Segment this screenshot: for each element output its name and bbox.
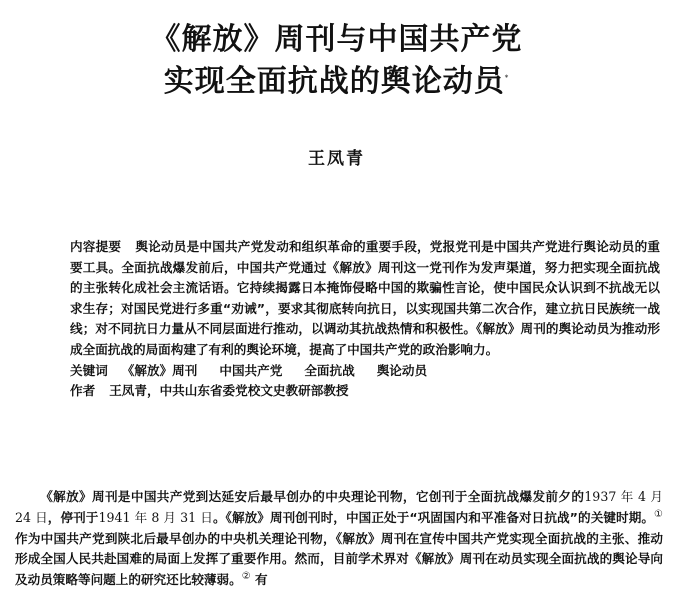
article-title-line-1: 《解放》周刊与中国共产党 (150, 22, 523, 57)
abstract-label: 内容提要 (70, 239, 122, 254)
body-text (15, 487, 663, 591)
keywords-line (70, 361, 660, 382)
body-sentence: 。《解放》周刊创刊时，中国正处于“巩固国内和平准备对日抗战”的关键时期。 (212, 509, 655, 525)
author-info-label: 作者 (70, 383, 96, 399)
article-title-line-2 (0, 56, 673, 100)
body-sentence: 《解放》周刊是中国共产党到达延安后最早创办的中央理论刊物，它创刊于全面抗战爆发前夕的 (40, 489, 585, 504)
body-date: 1941 年 8 月 31 日 (98, 509, 213, 525)
keyword: 全面抗战 (304, 362, 355, 378)
body-sentence: 作为中国共产党到陕北后最早创办的中央机关理论刊物，《解放》周刊在宣传中国共产党实现全面抗战的主张、推动形成全国人民共赴国难的局面上发挥了重要作用。然而，目前学术界对《解放》周刊在动员实现全面抗战的舆论导向及动员策略等问题上的研究还比较薄弱。 (15, 530, 663, 588)
body-sentence: ，停刊于 (47, 509, 99, 525)
body-sentence: 有 (255, 572, 268, 588)
keyword: 舆论动员 (376, 362, 428, 378)
abstract-text: 舆论动员是中国共产党发动和组织革命的重要手段，党报党刊是中国共产党进行舆论动员的重要工具。全面抗战爆发前后，中国共产党通过《解放》周刊这一党刊作为发声渠道，努力把实现全面抗战的主张转化成社会主流话语。它持续揭露日本掩饰侵略中国的欺骗性言论，使中国民众认识到不抗战无以求生存；对国民党进行多重“劝诫”，要求其彻底转向抗日，以实现国共第二次合作，建立抗日民族统一战线；对不同抗日力量从不同层面进行推动，以调动其抗战热情和积极性。《解放》周刊的舆论动员为推动形成全面抗战的局面构建了有利的舆论环境，提高了中国共产党的政治影响力。 (70, 239, 661, 357)
author-info-line (70, 381, 660, 402)
abstract-block (70, 237, 660, 402)
body-paragraph (15, 487, 663, 591)
article-author: 王凤青 (308, 149, 365, 169)
footnote-ref-2[interactable]: ② (241, 571, 251, 582)
abstract-paragraph (70, 237, 660, 361)
keyword: 中国共产党 (219, 362, 283, 378)
footnote-ref-1[interactable]: ① (654, 508, 664, 520)
title-line-2-text: 实现全面抗战的舆论动员 (163, 64, 505, 99)
keyword: 《解放》周刊 (121, 362, 198, 378)
keywords-label: 关键词 (70, 362, 108, 378)
author-info-text: 王凤青，中共山东省委党校文史教研部教授 (109, 383, 349, 399)
title-footnote-mark: * (504, 74, 510, 82)
body-date: 1937 年 4 月 24 日 (15, 489, 664, 525)
